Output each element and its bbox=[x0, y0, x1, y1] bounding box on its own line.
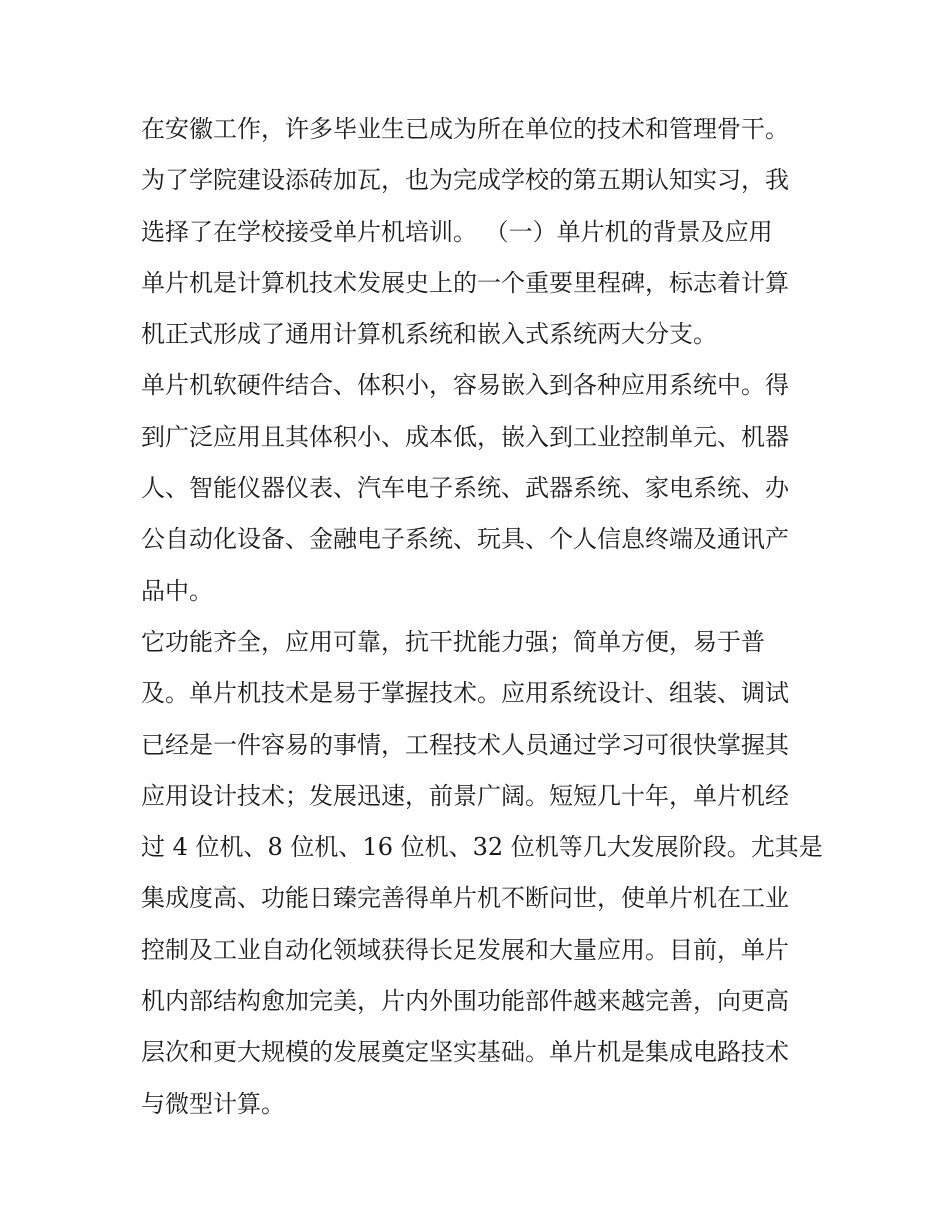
text-line: 在安徽工作，许多毕业生已成为所在单位的技术和管理骨干。 bbox=[141, 115, 789, 143]
text-line: 品中。 bbox=[141, 576, 213, 605]
text-line: 它功能齐全，应用可靠，抗干扰能力强；简单方便，易于普 bbox=[141, 627, 765, 656]
text-line: 公自动化设备、金融电子系统、玩具、个人信息终端及通讯产 bbox=[141, 525, 789, 554]
text-line: 已经是一件容易的事情，工程技术人员通过学习可很快掌握其 bbox=[141, 730, 789, 759]
text-line: 人、智能仪器仪表、汽车电子系统、武器系统、家电系统、办 bbox=[141, 474, 789, 503]
body-text bbox=[141, 104, 821, 1130]
text-line: 应用设计技术；发展迅速，前景广阔。短短几十年，单片机经 bbox=[141, 781, 789, 810]
text-line: 选择了在学校接受单片机培训。 （一）单片机的背景及应用 bbox=[141, 217, 773, 246]
text-line: 单片机是计算机技术发展史上的一个重要里程碑，标志着计算 bbox=[141, 268, 789, 297]
text-line: 层次和更大规模的发展奠定坚实基础。单片机是集成电路技术 bbox=[141, 1038, 789, 1067]
text-line: 过 4 位机、8 位机、16 位机、32 位机等几大发展阶段。尤其是 bbox=[141, 833, 823, 862]
text-line: 控制及工业自动化领域获得长足发展和大量应用。目前，单片 bbox=[141, 935, 789, 964]
text-line: 机内部结构愈加完美，片内外围功能部件越来越完善，向更高 bbox=[141, 987, 789, 1016]
text-line: 单片机软硬件结合、体积小，容易嵌入到各种应用系统中。得 bbox=[141, 371, 789, 400]
text-line: 及。单片机技术是易于掌握技术。应用系统设计、组装、调试 bbox=[141, 679, 789, 708]
text-line: 集成度高、功能日臻完善得单片机不断问世，使单片机在工业 bbox=[141, 884, 789, 913]
text-line: 到广泛应用且其体积小、成本低，嵌入到工业控制单元、机器 bbox=[141, 422, 789, 451]
text-line: 为了学院建设添砖加瓦，也为完成学校的第五期认知实习，我 bbox=[141, 166, 789, 195]
text-line: 机正式形成了通用计算机系统和嵌入式系统两大分支。 bbox=[141, 320, 717, 349]
text-line: 与微型计算。 bbox=[141, 1089, 285, 1118]
